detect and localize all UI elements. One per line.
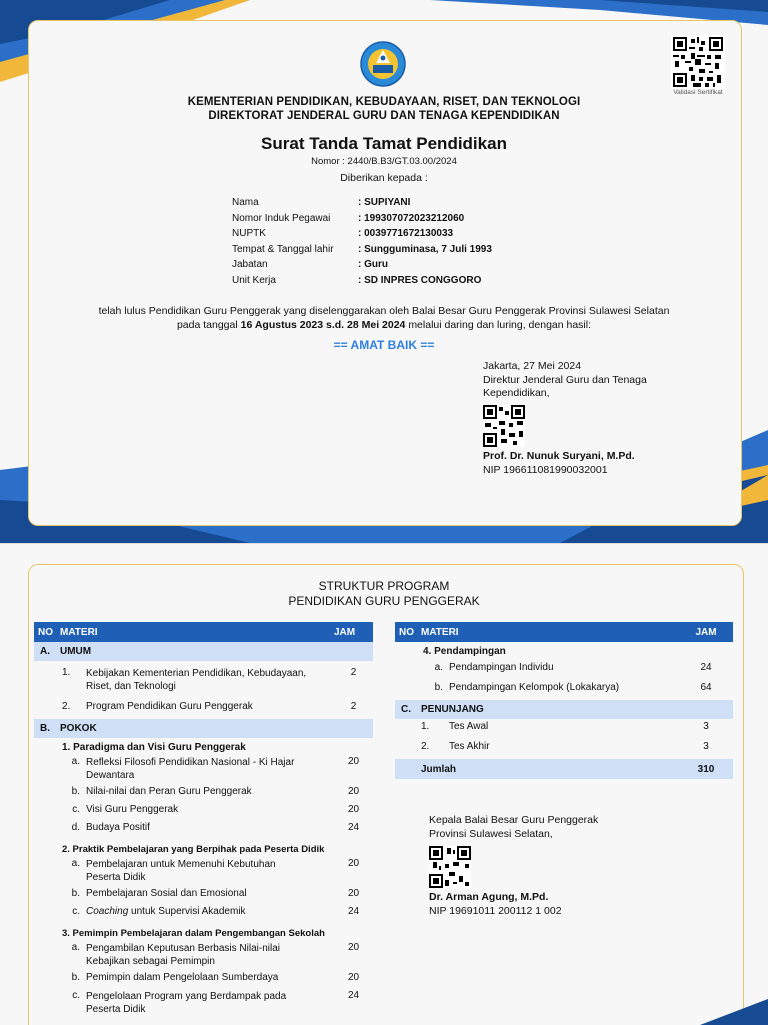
study-period: 16 Agustus 2023 s.d. 28 Mei 2024 [240, 319, 406, 331]
recipient-position: : Guru [358, 259, 388, 270]
ministry-name: KEMENTERIAN PENDIDIKAN, KEBUDAYAAN, RISET, DAN TEKNOLOGI [187, 96, 581, 108]
given-to-label: Diberikan kepada : [340, 172, 428, 184]
statement-line-1: telah lulus Pendidikan Guru Penggerak yang diselenggarakan oleh Balai Besar Guru Penggerak Provinsi Sulawesi Selatan [98, 305, 670, 317]
signer-nip: NIP 196611081990032001 [483, 464, 608, 476]
recipient-info [232, 197, 492, 290]
signer-name: Prof. Dr. Nunuk Suryani, M.Pd. [483, 450, 635, 462]
table-row: a. Refleksi Filosofi Pendidikan Nasional - Ki Hajar Dewantara 20 [71, 756, 360, 781]
decorative-corner [690, 999, 768, 1025]
program-title-2: PENDIDIKAN GURU PENGGERAK [288, 594, 480, 608]
table-row: c. Visi Guru Penggerak 20 [72, 804, 360, 815]
program-table-left [34, 622, 373, 1020]
table-header: NO MATERI JAM [34, 622, 373, 642]
table-row: b. Pembelajaran Sosial dan Emosional 20 [71, 888, 360, 899]
table-row: 2. Program Pendidikan Guru Penggerak 2 [62, 701, 357, 712]
field-label: Tempat & Tanggal lahir [232, 243, 334, 255]
program-signature-qr-code [429, 846, 471, 888]
place-date: Jakarta, 27 Mei 2024 [483, 360, 582, 372]
statement-line-2: pada tanggal 16 Agustus 2023 s.d. 28 Mei 2024 melalui daring dan luring, dengan hasil: [176, 319, 592, 331]
table-row: c. Pengelolaan Program yang Berdampak pada Peserta Didik 24 [72, 990, 360, 1015]
section-row: B. POKOK [34, 719, 373, 738]
program-signer-nip: NIP 19691011 200112 1 002 [429, 905, 562, 917]
certificate-title: Surat Tanda Tamat Pendidikan [261, 134, 507, 153]
field-label: Unit Kerja [232, 274, 276, 286]
directorate-name: DIREKTORAT JENDERAL GURU DAN TENAGA KEPENDIDIKAN [208, 110, 560, 122]
program-signer-name: Dr. Arman Agung, M.Pd. [429, 891, 549, 903]
table-row: a. Pengambilan Keputusan Berbasis Nilai-nilai Kebajikan sebagai Pemimpin 20 [71, 942, 360, 967]
signature-qr-code [483, 405, 525, 447]
program-title-1: STRUKTUR PROGRAM [318, 579, 450, 593]
table-row: c. Coaching untuk Supervisi Akademik 24 [72, 906, 360, 917]
recipient-unit: : SD INPRES CONGGORO [358, 274, 482, 286]
subsection-row: 3. Pemimpin Pembelajaran dalam Pengembangan Sekolah [62, 927, 325, 939]
table-row: b. Pemimpin dalam Pengelolaan Sumberdaya 20 [71, 972, 360, 983]
program-signature-block: Kepala Balai Besar Guru Penggerak Provinsi Sulawesi Selatan, [429, 814, 599, 840]
validation-label: Validasi Sertifikat [673, 89, 723, 96]
table-row: a. Pendampingan Individu 24 [434, 662, 712, 673]
field-label: Jabatan [232, 259, 268, 270]
validation-qr-code[interactable] [671, 35, 725, 89]
recipient-birth: : Sungguminasa, 7 Juli 1993 [358, 243, 492, 255]
subsection-row: 1. Paradigma dan Visi Guru Penggerak [62, 741, 246, 753]
field-label: Nama [232, 197, 259, 208]
table-row: 1. Tes Awal 3 [421, 721, 709, 732]
table-row: b. Pendampingan Kelompok (Lokakarya) 64 [434, 682, 712, 693]
recipient-nip: : 199307072023212060 [358, 212, 465, 224]
signature-block: Jakarta, 27 Mei 2024 Direktur Jenderal Guru dan Tenaga Kependidikan, [483, 360, 647, 399]
result-grade: == AMAT BAIK == [333, 338, 435, 352]
section-row: C. PENUNJANG [395, 700, 733, 719]
recipient-name: : SUPIYANI [358, 197, 411, 208]
table-header: NO MATERI JAM [395, 622, 733, 642]
subsection-row: 2. Praktik Pembelajaran yang Berpihak pada Peserta Didik [62, 843, 325, 855]
recipient-nuptk: : 0039771672130033 [358, 228, 454, 239]
table-row: 1. Kebijakan Kementerian Pendidikan, Kebudayaan, Riset, dan Teknologi 2 [62, 667, 357, 692]
field-label: NUPTK [232, 228, 266, 239]
program-table-right [395, 622, 733, 779]
total-row: Jumlah 310 [395, 759, 733, 779]
table-row: a. Pembelajaran untuk Memenuhi Kebutuhan Peserta Didik 20 [71, 858, 360, 883]
tut-wuri-handayani-logo [360, 41, 406, 87]
field-label: Nomor Induk Pegawai [232, 212, 331, 224]
certificate-number: Nomor : 2440/B.B3/GT.03.00/2024 [311, 156, 457, 167]
subsection-row: 4. Pendampingan [423, 645, 506, 657]
table-row: b. Nilai-nilai dan Peran Guru Penggerak 20 [71, 786, 360, 797]
program-structure-page [0, 543, 768, 1025]
section-row: A. UMUM [34, 642, 373, 661]
table-row: d. Budaya Positif 24 [71, 822, 360, 833]
table-row: 2. Tes Akhir 3 [421, 741, 709, 752]
